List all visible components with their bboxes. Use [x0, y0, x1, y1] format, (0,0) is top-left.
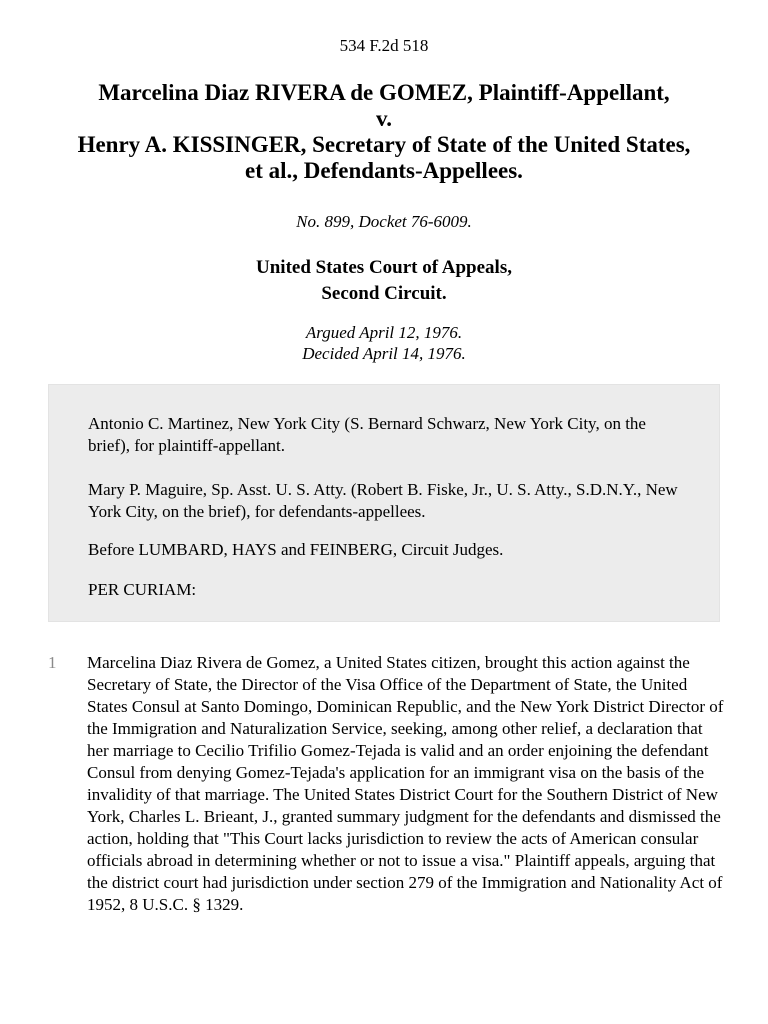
case-title-defendant: Henry A. KISSINGER, Secretary of State of the United States,	[77, 132, 691, 157]
paragraph-text: Marcelina Diaz Rivera de Gomez, a United States citizen, brought this action against the Secretary of State, the Director of the Visa Office of the Department of State, the United States Consul at Santo Domingo, Dominican Republic, and the New York District Director of the Immigration and Naturalization Service, seeking, among other relief, a declaration that her marriage to Cecilio Trifilio Gomez-Tejada is valid and an order enjoining the defendant Consul from denying Gomez-Tejada's application for an immigrant visa on the basis of the invalidity of that marriage. The United States District Court for the Southern District of New York, Charles L. Brieant, J., granted summary judgment for the defendants and dismissed the action, holding that "This Court lacks jurisdiction to review the acts of American consular officials abroad in determining whether or not to issue a visa." Plaintiff appeals, arguing that the district court had jurisdiction under section 279 of the Immigration and Nationality Act of 1952, 8 U.S.C. § 1329.	[87, 653, 724, 914]
decided-date: Decided April 14, 1976.	[302, 344, 466, 363]
docket-number: No. 899, Docket 76-6009.	[296, 212, 472, 231]
defendants-counsel: Mary P. Maguire, Sp. Asst. U. S. Atty. (Robert B. Fiske, Jr., U. S. Atty., S.D.N.Y., New York City, on the brief), for defendants-appellees.	[88, 480, 678, 521]
case-title	[0, 80, 768, 184]
case-title-defendant-cont: et al., Defendants-Appellees.	[245, 158, 523, 183]
court-name	[0, 255, 768, 307]
argued-date: Argued April 12, 1976.	[305, 323, 463, 342]
judges-line: Before LUMBARD, HAYS and FEINBERG, Circuit Judges.	[88, 540, 504, 559]
plaintiff-counsel: Antonio C. Martinez, New York City (S. Bernard Schwarz, New York City, on the brief), for plaintiff-appellant.	[88, 414, 646, 455]
court-name-line2: Second Circuit.	[321, 283, 447, 304]
court-name-line1: United States Court of Appeals,	[256, 257, 512, 278]
per-curiam-label: PER CURIAM:	[88, 580, 197, 599]
case-title-plaintiff: Marcelina Diaz RIVERA de GOMEZ, Plaintiff-Appellant,	[98, 80, 670, 105]
case-title-versus: v.	[376, 106, 392, 131]
counsel-box	[48, 384, 720, 622]
case-dates	[0, 322, 768, 364]
case-citation: 534 F.2d 518	[339, 36, 429, 55]
paragraph-number: 1	[48, 653, 57, 672]
